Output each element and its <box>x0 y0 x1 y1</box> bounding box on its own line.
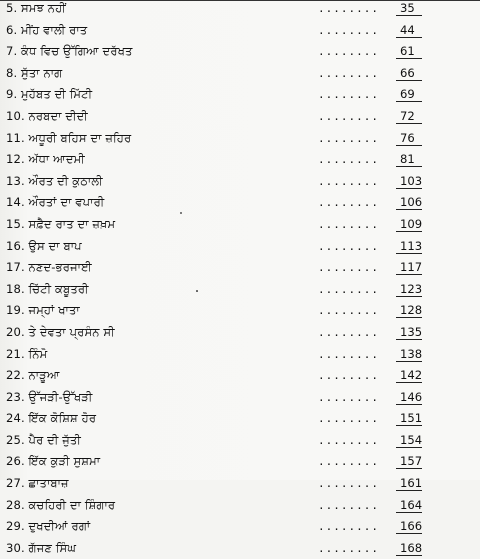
toc-entry-title: 27. ਛਾਤਾਬਾਜ਼ <box>6 476 69 491</box>
toc-row <box>0 41 480 63</box>
toc-row <box>0 84 480 106</box>
toc-leader-dots: ........ <box>318 412 379 426</box>
toc-row <box>0 387 480 409</box>
page-number-underline <box>396 555 422 556</box>
page-number-underline <box>396 361 422 362</box>
toc-leader-dots: ........ <box>318 477 379 491</box>
toc-leader-dots: ........ <box>318 196 379 210</box>
toc-row <box>0 214 480 236</box>
page-number-underline <box>396 101 422 102</box>
toc-page-number: 142 <box>400 368 423 383</box>
toc-row <box>0 300 480 322</box>
print-speck <box>196 290 198 292</box>
toc-row <box>0 279 480 301</box>
toc-leader-dots: ........ <box>318 239 379 253</box>
page-number-underline <box>396 339 422 340</box>
toc-entry-title: 25. ਪੈਰ ਦੀ ਜੁੱਤੀ <box>6 432 81 447</box>
toc-row <box>0 473 480 495</box>
toc-page-number: 138 <box>400 346 423 361</box>
toc-leader-dots: ........ <box>318 520 379 534</box>
toc-leader-dots: ........ <box>318 66 379 80</box>
print-speck <box>180 212 182 214</box>
toc-leader-dots: ........ <box>318 369 379 383</box>
toc-leader-dots: ........ <box>318 455 379 469</box>
toc-page-number: 161 <box>400 476 423 491</box>
toc-page-number: 146 <box>400 389 423 404</box>
toc-entry-title: 7. ਕੰਧ ਵਿਚ ਉੱਗਿਆ ਦਰੱਖਤ <box>6 44 133 59</box>
toc-row <box>0 20 480 42</box>
toc-page-number: 135 <box>400 324 423 339</box>
toc-row <box>0 192 480 214</box>
toc-entry-title: 15. ਸਫ਼ੈਦ ਰਾਤ ਦਾ ਜ਼ਖ਼ਮ <box>6 216 116 231</box>
toc-page-number: 76 <box>400 130 415 145</box>
toc-leader-dots: ........ <box>318 390 379 404</box>
toc-leader-dots: ........ <box>318 131 379 145</box>
toc-page-number: 66 <box>400 65 415 80</box>
page-number-underline <box>396 425 422 426</box>
toc-row <box>0 365 480 387</box>
page-number-underline <box>396 274 422 275</box>
page-number-underline <box>396 37 422 38</box>
toc-entry-title: 28. ਕਚਹਿਰੀ ਦਾ ਸ਼ਿੰਗਾਰ <box>6 497 116 512</box>
toc-leader-dots: ........ <box>318 88 379 102</box>
toc-leader-dots: ........ <box>318 109 379 123</box>
page-number-underline <box>396 145 422 146</box>
toc-entry-title: 18. ਚਿੱਟੀ ਕਬੂਤਰੀ <box>6 281 89 296</box>
page-number-underline <box>396 123 422 124</box>
page-number-underline <box>396 382 422 383</box>
toc-entry-title: 24. ਇੱਕ ਕੋਸ਼ਿਸ਼ ਹੋਰ <box>6 411 97 426</box>
page-number-underline <box>396 533 422 534</box>
toc-page-number: 166 <box>400 519 423 534</box>
toc-row <box>0 322 480 344</box>
toc-entry-title: 22. ਨਾੜੂਆ <box>6 368 60 383</box>
toc-row <box>0 0 480 20</box>
toc-leader-dots: ........ <box>318 433 379 447</box>
page-number-underline <box>396 404 422 405</box>
toc-entry-title: 14. ਔਰਤਾਂ ਦਾ ਵਪਾਰੀ <box>6 195 105 210</box>
page-number-underline <box>396 15 422 16</box>
page-number-underline <box>396 468 422 469</box>
toc-row <box>0 538 480 559</box>
page-number-underline <box>396 253 422 254</box>
toc-entry-title: 21. ਨਿੰਮੋ <box>6 346 48 361</box>
toc-leader-dots: ........ <box>318 347 379 361</box>
toc-entry-title: 5. ਸਮਝ ਨਹੀਂ <box>6 1 66 15</box>
toc-leader-dots: ........ <box>318 2 379 15</box>
toc-row <box>0 128 480 150</box>
page-number-underline <box>396 490 422 491</box>
page-number-underline <box>396 231 422 232</box>
toc-leader-dots: ........ <box>318 174 379 188</box>
toc-leader-dots: ........ <box>318 45 379 59</box>
toc-page-number: 69 <box>400 87 415 102</box>
toc-page-number: 123 <box>400 281 423 296</box>
toc-entry-title: 11. ਅਧੂਰੀ ਬਹਿਸ ਦਾ ਜ਼ਹਿਰ <box>6 130 132 145</box>
toc-entry-title: 23. ਉੱਜੜੀ-ਉੱਖੜੀ <box>6 389 93 404</box>
toc-entry-title: 19. ਜਮ੍ਹਾਂ ਖਾਤਾ <box>6 303 80 318</box>
toc-leader-dots: ........ <box>318 217 379 231</box>
toc-page-number: 61 <box>400 44 415 59</box>
toc-row <box>0 171 480 193</box>
toc-leader-dots: ........ <box>318 325 379 339</box>
toc-page-number: 72 <box>400 108 415 123</box>
toc-page-number: 157 <box>400 454 423 469</box>
toc-page-number: 151 <box>400 411 423 426</box>
toc-page-number: 103 <box>400 173 423 188</box>
toc-entry-title: 8. ਸੁੱਤਾ ਨਾਗ <box>6 65 63 80</box>
toc-page-number: 106 <box>400 195 423 210</box>
toc-entry-title: 30. ਗੱਜਣ ਸਿੰਘ <box>6 540 77 555</box>
toc-row <box>0 408 480 430</box>
page-number-underline <box>396 209 422 210</box>
toc-row <box>0 516 480 538</box>
toc-leader-dots: ........ <box>318 153 379 167</box>
toc-entry-title: 13. ਔਰਤ ਦੀ ਕੁਠਾਲੀ <box>6 173 103 188</box>
toc-page-number: 154 <box>400 432 423 447</box>
toc-row <box>0 451 480 473</box>
page-number-underline <box>396 166 422 167</box>
toc-row <box>0 106 480 128</box>
toc-row <box>0 257 480 279</box>
toc-row <box>0 495 480 517</box>
toc-entry-title: 12. ਅੱਧਾ ਆਦਮੀ <box>6 152 85 167</box>
page-number-underline <box>396 188 422 189</box>
toc-page-number: 164 <box>400 497 423 512</box>
toc-entry-title: 29. ਦੁਖਦੀਆਂ ਰਗਾਂ <box>6 519 91 534</box>
toc-leader-dots: ........ <box>318 304 379 318</box>
toc-row <box>0 430 480 452</box>
toc-entry-title: 10. ਨਰਬਦਾ ਦੀਦੀ <box>6 108 88 123</box>
toc-row <box>0 236 480 258</box>
toc-entry-title: 9. ਮੁਹੱਬਤ ਦੀ ਮਿੱਟੀ <box>6 87 93 102</box>
page-number-underline <box>396 80 422 81</box>
toc-leader-dots: ........ <box>318 282 379 296</box>
toc-leader-dots: ........ <box>318 541 379 555</box>
toc-entry-title: 17. ਨਣਦ-ਭਰਜਾਈ <box>6 260 92 275</box>
toc-leader-dots: ........ <box>318 498 379 512</box>
toc-row <box>0 63 480 85</box>
toc-entry-title: 16. ਉਸ ਦਾ ਬਾਪ <box>6 238 82 253</box>
toc-page-number: 35 <box>400 1 415 15</box>
toc-entry-title: 20. ਤੇ ਦੇਵਤਾ ਪ੍ਰਸੰਨ ਸੀ <box>6 324 115 339</box>
toc-page-number: 128 <box>400 303 423 318</box>
toc-row <box>0 149 480 171</box>
toc-page-number: 117 <box>400 260 423 275</box>
page-number-underline <box>396 317 422 318</box>
toc-leader-dots: ........ <box>318 261 379 275</box>
toc-page-number: 109 <box>400 216 423 231</box>
toc-page-number: 168 <box>400 540 423 555</box>
toc-page-number: 44 <box>400 22 415 37</box>
toc-page-number: 81 <box>400 152 415 167</box>
page-number-underline <box>396 296 422 297</box>
toc-entry-title: 26. ਇੱਕ ਕੁੜੀ ਸੁਸ਼ਮਾ <box>6 454 101 469</box>
toc-page-number: 113 <box>400 238 423 253</box>
toc-leader-dots: ........ <box>318 23 379 37</box>
toc-row <box>0 344 480 366</box>
page-number-underline <box>396 512 422 513</box>
page-number-underline <box>396 58 422 59</box>
page-number-underline <box>396 447 422 448</box>
toc-entry-title: 6. ਮੀਂਹ ਵਾਲੀ ਰਾਤ <box>6 22 88 37</box>
